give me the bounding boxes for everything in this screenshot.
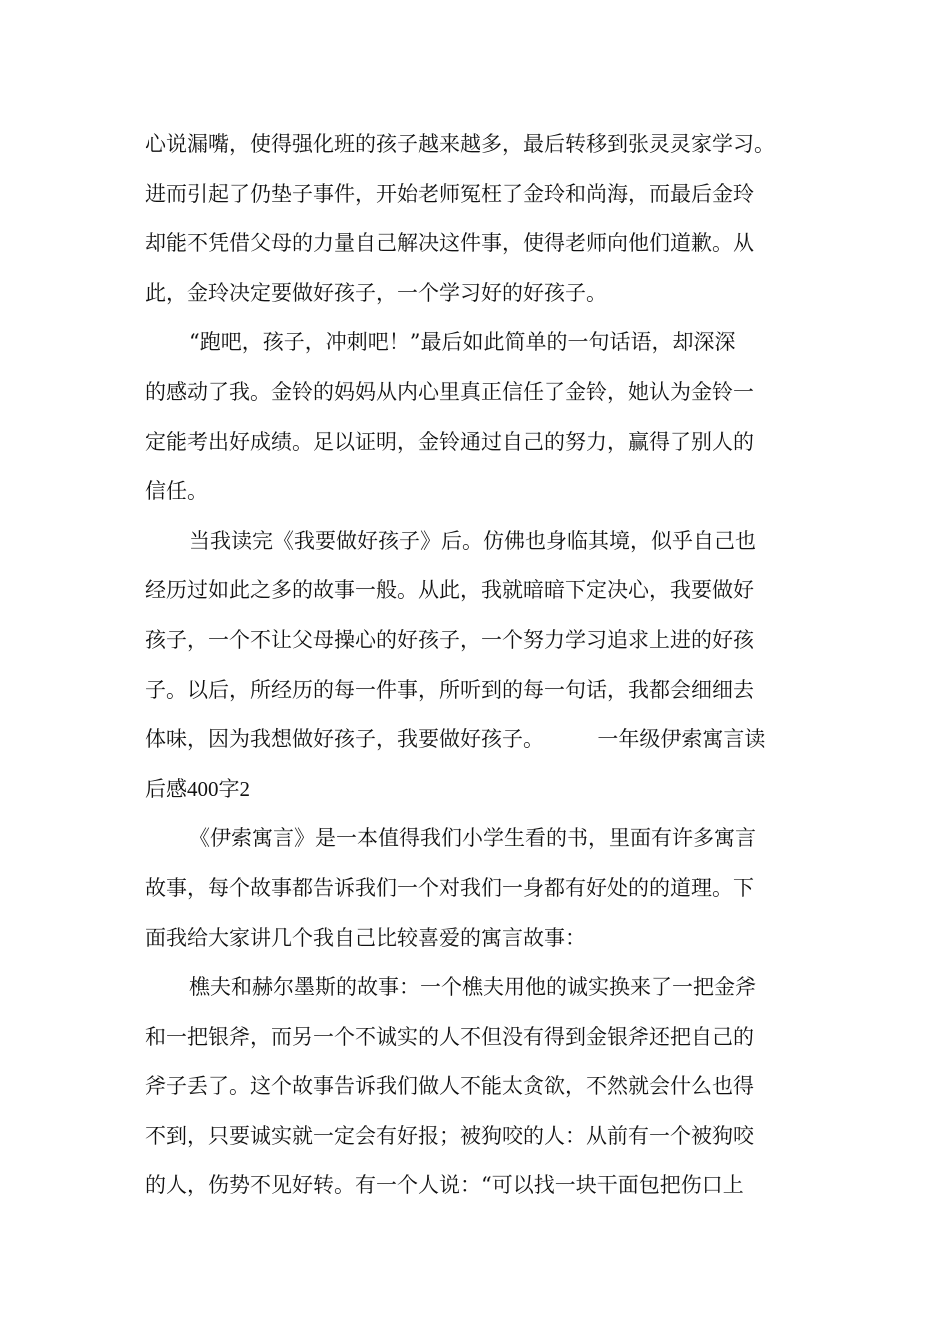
paragraph-first-line: “跑吧，孩子，冲刺吧！”最后如此简单的一句话语，却深深 bbox=[189, 330, 736, 355]
text-line: 故事，每个故事都告诉我们一个对我们一身都有好处的的道理。下 bbox=[145, 875, 754, 900]
text-line: 面我给大家讲几个我自己比较喜爱的寓言故事： bbox=[145, 925, 586, 950]
text-line: 却能不凭借父母的力量自己解决这件事，使得老师向他们道歉。从 bbox=[145, 231, 754, 256]
text-line: 信任。 bbox=[145, 479, 208, 504]
document-body bbox=[145, 124, 810, 1215]
text-line: 进而引起了仍垫子事件，开始老师冤枉了金玲和尚海，而最后金玲 bbox=[145, 181, 754, 206]
text-line: 体味，因为我想做好孩子，我要做好孩子。 一年级伊索寓言读 bbox=[145, 727, 766, 752]
text-line: 和一把银斧，而另一个不诚实的人不但没有得到金银斧还把自己的 bbox=[145, 1024, 754, 1049]
text-line: 此，金玲决定要做好孩子，一个学习好的好孩子。 bbox=[145, 280, 607, 305]
text-line: 定能考出好成绩。足以证明，金铃通过自己的努力，赢得了别人的 bbox=[145, 429, 754, 454]
paragraph-first-line: 当我读完《我要做好孩子》后。仿佛也身临其境，似乎自己也 bbox=[189, 528, 756, 553]
text-line: 心说漏嘴，使得强化班的孩子越来越多，最后转移到张灵灵家学习。 bbox=[145, 132, 775, 156]
section-title-line: 后感400字2 bbox=[145, 776, 250, 801]
text-line: 子。以后，所经历的每一件事，所听到的每一句话，我都会细细去 bbox=[145, 677, 754, 702]
text-line: 不到，只要诚实就一定会有好报；被狗咬的人：从前有一个被狗咬 bbox=[145, 1123, 754, 1148]
text-line: 斧子丢了。这个故事告诉我们做人不能太贪欲，不然就会什么也得 bbox=[145, 1074, 754, 1099]
text-line: 经历过如此之多的故事一般。从此，我就暗暗下定决心，我要做好 bbox=[145, 578, 754, 603]
text-line: 孩子，一个不让父母操心的好孩子，一个努力学习追求上进的好孩 bbox=[145, 627, 754, 652]
text-line: 的人，伤势不见好转。有一个人说：“可以找一块干面包把伤口上 bbox=[145, 1173, 744, 1198]
paragraph-first-line: 《伊索寓言》是一本值得我们小学生看的书，里面有许多寓言 bbox=[189, 826, 756, 851]
paragraph-first-line: 樵夫和赫尔墨斯的故事：一个樵夫用他的诚实换来了一把金斧 bbox=[189, 975, 756, 1000]
text-line: 的感动了我。金铃的妈妈从内心里真正信任了金铃，她认为金铃一 bbox=[145, 379, 754, 404]
